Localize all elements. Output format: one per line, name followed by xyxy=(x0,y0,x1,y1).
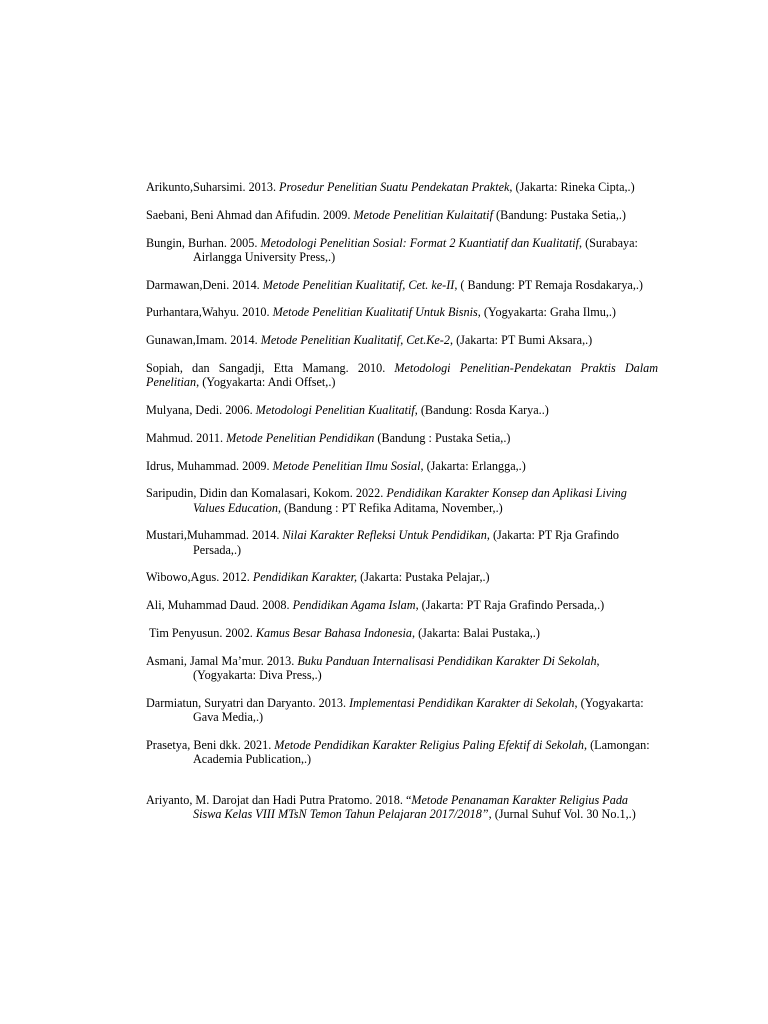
reference-author-year: Darmawan,Deni. 2014. xyxy=(146,277,263,292)
reference-title: Metodologi Penelitian Kualitatif xyxy=(255,402,415,417)
reference-author-year: Arikunto,Suharsimi. 2013. xyxy=(146,180,280,194)
reference-author-year: Mulyana, Dedi. 2006. xyxy=(146,402,256,417)
reference-entry xyxy=(146,528,658,556)
reference-entry xyxy=(146,278,658,292)
reference-title: Metode Penanaman Karakter Religius Pada Siswa Kelas VIII MTsN Temon Tahun Pelajaran 2017/2018” xyxy=(193,793,629,822)
reference-author-year: Prasetya, Beni dkk. 2021. xyxy=(146,737,275,752)
reference-author-year: Mahmud. 2011. xyxy=(146,430,227,445)
reference-entry xyxy=(146,570,658,584)
reference-title: Metodologi Penelitian-Pendekatan Praktis Dalam Penelitian xyxy=(146,360,658,390)
reference-title: Pendidikan Karakter Konsep dan Aplikasi Living Values Education xyxy=(193,486,627,515)
reference-title: Metode Penelitian Kulaitatif xyxy=(353,207,493,222)
reference-entry xyxy=(146,236,658,264)
reference-publisher: , (Bandung: Rosda Karya..) xyxy=(414,402,549,417)
reference-publisher: , (Jakarta: Balai Pustaka,.) xyxy=(411,625,540,640)
reference-entry xyxy=(146,459,658,473)
reference-title: Metode Penelitian Ilmu Sosial xyxy=(272,458,421,473)
reference-title: Metode Penelitian Kualitatif, Cet.Ke-2 xyxy=(260,333,450,348)
reference-title: Pendidikan Agama Islam xyxy=(292,598,416,613)
reference-entry xyxy=(146,333,658,347)
reference-publisher: , (Jakarta: Erlangga,.) xyxy=(420,458,526,473)
reference-entry xyxy=(146,305,658,319)
reference-publisher: , (Yogyakarta: Graha Ilmu,.) xyxy=(477,305,616,320)
reference-title: Buku Panduan Internalisasi Pendidikan Karakter Di Sekolah xyxy=(297,653,597,668)
reference-author-year: Ariyanto, M. Darojat dan Hadi Putra Pratomo. 2018. “ xyxy=(146,793,412,808)
reference-publisher: , (Jakarta: PT Bumi Aksara,.) xyxy=(449,333,593,348)
reference-publisher: , (Lamongan: Academia Publication,.) xyxy=(193,737,650,766)
reference-entry xyxy=(146,180,658,194)
reference-author-year: Sopiah, dan Sangadji, Etta Mamang. 2010. xyxy=(146,360,395,375)
reference-author-year: Saripudin, Didin dan Komalasari, Kokom. 2022. xyxy=(146,486,387,501)
reference-author-year: Saebani, Beni Ahmad dan Afifudin. 2009. xyxy=(146,207,354,222)
reference-title: Metode Penelitian Kualitatif, Cet. ke-II xyxy=(262,277,455,292)
reference-title: Metodologi Penelitian Sosial: Format 2 Kuantiatif dan Kualitatif xyxy=(260,235,579,250)
reference-publisher: , (Yogyakarta: Andi Offset,.) xyxy=(196,375,336,390)
reference-title: Metode Penelitian Kualitatif Untuk Bisnis xyxy=(272,305,478,320)
reference-publisher: , (Yogyakarta: Gava Media,.) xyxy=(193,695,644,724)
reference-title: Kamus Besar Bahasa Indonesia xyxy=(255,625,412,640)
reference-author-year: Idrus, Muhammad. 2009. xyxy=(146,458,273,473)
reference-author-year: Bungin, Burhan. 2005. xyxy=(146,235,261,250)
reference-entry xyxy=(146,793,658,821)
reference-publisher: , (Yogyakarta: Diva Press,.) xyxy=(193,653,600,682)
reference-author-year: Tim Penyusun. 2002. xyxy=(149,625,256,640)
reference-entry xyxy=(146,738,658,766)
reference-list xyxy=(146,180,658,835)
reference-entry xyxy=(146,486,658,514)
reference-publisher: , (Jakarta: PT Rja Grafindo Persada,.) xyxy=(193,528,619,557)
reference-publisher: (Jakarta: Pustaka Pelajar,.) xyxy=(357,570,490,585)
reference-publisher: , ( Bandung: PT Remaja Rosdakarya,.) xyxy=(454,277,643,292)
reference-title: Implementasi Pendidikan Karakter di Sekolah xyxy=(349,695,575,710)
reference-publisher: , (Jakarta: Rineka Cipta,.) xyxy=(509,180,635,194)
reference-author-year: Wibowo,Agus. 2012. xyxy=(146,570,253,585)
reference-author-year: Purhantara,Wahyu. 2010. xyxy=(146,305,273,320)
reference-entry xyxy=(146,361,658,389)
reference-entry xyxy=(146,403,658,417)
reference-entry xyxy=(146,431,658,445)
reference-title: Metode Penelitian Pendidikan xyxy=(226,430,375,445)
reference-entry xyxy=(146,598,658,612)
reference-publisher: , (Bandung : PT Refika Aditama, November,.) xyxy=(277,500,503,515)
reference-author-year: Mustari,Muhammad. 2014. xyxy=(146,528,283,543)
reference-author-year: Asmani, Jamal Ma’mur. 2013. xyxy=(146,653,298,668)
reference-publisher: , (Surabaya: Airlangga University Press,.) xyxy=(193,235,638,264)
reference-entry xyxy=(146,626,658,640)
reference-entry xyxy=(146,696,658,724)
reference-entry xyxy=(146,654,658,682)
reference-entry xyxy=(146,208,658,222)
reference-author-year: Darmiatun, Suryatri dan Daryanto. 2013. xyxy=(146,695,350,710)
reference-publisher: , (Jurnal Suhuf Vol. 30 No.1,.) xyxy=(488,807,636,822)
reference-title: Pendidikan Karakter, xyxy=(252,570,358,585)
reference-author-year: Ali, Muhammad Daud. 2008. xyxy=(146,598,293,613)
reference-publisher: (Bandung : Pustaka Setia,.) xyxy=(374,430,511,445)
reference-title: Nilai Karakter Refleksi Untuk Pendidikan xyxy=(282,528,487,543)
reference-title: Prosedur Penelitian Suatu Pendekatan Praktek xyxy=(279,180,510,194)
reference-title: Metode Pendidikan Karakter Religius Paling Efektif di Sekolah xyxy=(274,737,584,752)
reference-author-year: Gunawan,Imam. 2014. xyxy=(146,333,261,348)
reference-publisher: , (Jakarta: PT Raja Grafindo Persada,.) xyxy=(415,598,605,613)
reference-publisher: (Bandung: Pustaka Setia,.) xyxy=(492,207,626,222)
